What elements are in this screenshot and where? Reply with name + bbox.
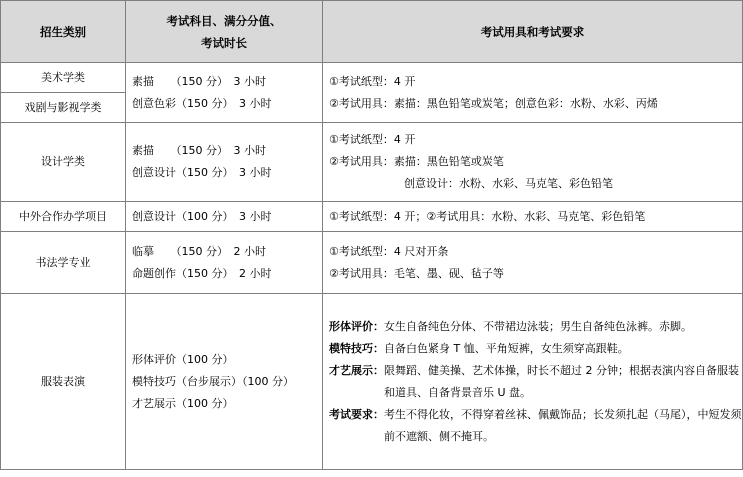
subjects-cell [126, 232, 323, 294]
requirements-cell [323, 294, 743, 470]
subject-line: 创意设计（150 分） 3 小时 [132, 166, 272, 179]
table-row [1, 123, 743, 202]
subjects-cell [126, 63, 323, 123]
header-category: 招生类别 [1, 1, 126, 63]
subject-line: 素描 （150 分） 3 小时 [132, 144, 266, 157]
table-row [1, 294, 743, 470]
requirement-label: 才艺展示： [329, 363, 384, 377]
requirement-item [329, 316, 742, 338]
subjects-cell [126, 123, 323, 202]
header-subjects-line2: 考试时长 [201, 35, 247, 50]
requirement-line: ①考试纸型：4 尺对开条 [329, 244, 449, 258]
category-cell: 书法学专业 [1, 232, 126, 294]
requirement-item [329, 338, 742, 360]
requirement-line: ②考试用具：毛笔、墨、砚、毡子等 [329, 266, 504, 280]
table-row [1, 232, 743, 294]
requirement-text: 自备白色紧身 T 恤、平角短裤，女生须穿高跟鞋。 [384, 341, 629, 355]
subject-line: 创意色彩（150 分） 3 小时 [132, 96, 272, 110]
requirement-label: 模特技巧： [329, 341, 384, 355]
requirement-text: 女生自备纯色分体、不带裙边泳装；男生自备纯色泳裤。赤脚。 [384, 319, 692, 333]
category-cell: 戏剧与影视学类 [1, 93, 126, 123]
category-cell: 中外合作办学项目 [1, 202, 126, 232]
requirement-label: 形体评价： [329, 319, 384, 333]
table-row [1, 202, 743, 232]
header-row [1, 1, 743, 63]
requirement-line: ①考试纸型：4 开；②考试用具：水粉、水彩、马克笔、彩色铅笔 [329, 209, 646, 223]
category-cell: 设计学类 [1, 123, 126, 202]
subject-line: 形体评价（100 分） [132, 352, 234, 366]
requirement-item [329, 404, 742, 448]
subject-line: 命题创作（150 分） 2 小时 [132, 266, 272, 280]
subject-line: 才艺展示（100 分） [132, 396, 234, 410]
requirement-item [329, 360, 742, 404]
requirements-cell [323, 202, 743, 232]
table-row [1, 63, 743, 93]
requirement-line: ②考试用具：素描：黑色铅笔或炭笔 [329, 155, 504, 168]
requirements-cell [323, 123, 743, 202]
subject-line: 素描 （150 分） 3 小时 [132, 74, 266, 88]
requirement-line: ②考试用具：素描：黑色铅笔或炭笔；创意色彩：水粉、水彩、丙烯 [329, 96, 658, 110]
subject-line: 临摹 （150 分） 2 小时 [132, 244, 266, 258]
subjects-cell [126, 294, 323, 470]
category-cell: 美术学类 [1, 63, 126, 93]
header-subjects-line1: 考试科目、满分分值、 [166, 13, 282, 28]
requirement-line: ①考试纸型：4 开 [329, 74, 416, 88]
header-subjects [126, 1, 323, 63]
subject-line: 创意设计（100 分） 3 小时 [132, 209, 272, 223]
requirements-cell [323, 63, 743, 123]
requirement-line: ①考试纸型：4 开 [329, 133, 416, 146]
requirement-label: 考试要求： [329, 407, 384, 421]
subjects-cell [126, 202, 323, 232]
requirement-text: 考生不得化妆，不得穿着丝袜、佩戴饰品；长发须扎起（马尾），中短发须前不遮额、侧不掩耳。 [384, 407, 742, 443]
subject-line: 模特技巧（台步展示）（100 分） [132, 374, 294, 388]
requirement-text: 限舞蹈、健美操、艺术体操，时长不超过 2 分钟；根据表演内容自备服装和道具、自备背景音乐 U 盘。 [384, 363, 739, 399]
requirement-line: 创意设计：水粉、水彩、马克笔、彩色铅笔 [404, 177, 613, 190]
category-cell: 服装表演 [1, 294, 126, 470]
header-requirements: 考试用具和考试要求 [323, 1, 743, 63]
requirements-cell [323, 232, 743, 294]
